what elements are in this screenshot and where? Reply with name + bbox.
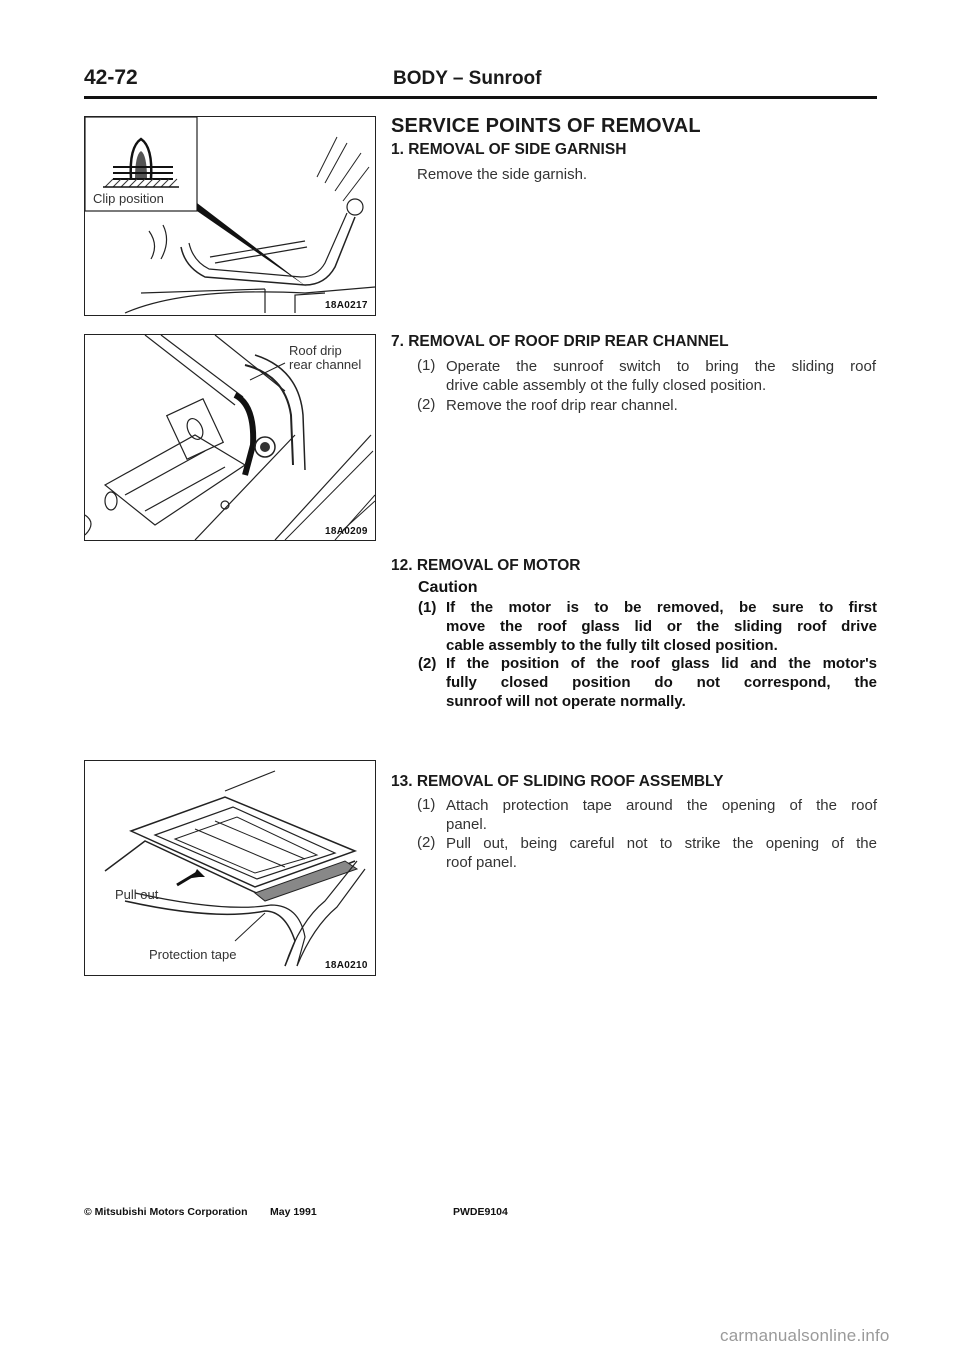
footer-copyright: © Mitsubishi Motors Corporation — [84, 1206, 248, 1218]
figure-roof-drip-rear-channel — [84, 334, 376, 541]
step-line: Operate the sunroof switch to bring the sliding roof — [446, 358, 876, 375]
figure-pullout-drawing — [85, 761, 375, 975]
label-pull-out: Pull out — [115, 887, 159, 902]
caution-text — [446, 598, 877, 655]
section-1-heading: 1. REMOVAL OF SIDE GARNISH — [391, 141, 627, 158]
step-line: Pull out, being careful not to strike the opening of the — [446, 835, 877, 852]
section-title: BODY – Sunroof — [393, 68, 542, 89]
label-clip-position: Clip position — [93, 191, 164, 206]
main-title: SERVICE POINTS OF REMOVAL — [391, 115, 701, 137]
section-1-text: Remove the side garnish. — [417, 166, 588, 183]
step-line: Attach protection tape around the opening of the roof — [446, 797, 877, 814]
label-rear-channel: rear channel — [289, 357, 362, 372]
watermark[interactable]: carmanualsonline.info — [720, 1326, 890, 1345]
section-7-heading: 7. REMOVAL OF ROOF DRIP REAR CHANNEL — [391, 333, 729, 350]
label-protection-tape: Protection tape — [149, 947, 237, 962]
section-13-heading: 13. REMOVAL OF SLIDING ROOF ASSEMBLY — [391, 773, 724, 790]
header-rule — [84, 96, 877, 99]
figure-code: 18A0217 — [325, 300, 368, 311]
caution-line: cable assembly to the fully tilt closed position. — [446, 637, 778, 654]
step-line: drive cable assembly ot the fully closed position. — [446, 377, 767, 394]
step-text — [446, 796, 877, 834]
figure-code: 18A0209 — [325, 526, 368, 537]
caution-number: (1) — [418, 599, 437, 616]
step-line: roof panel. — [446, 854, 517, 871]
caution-line: If the motor is to be removed, be sure to first — [446, 599, 877, 616]
figure-clip-drawing — [85, 117, 375, 315]
footer-date: May 1991 — [270, 1206, 317, 1218]
step-text: Remove the roof drip rear channel. — [446, 397, 678, 414]
figure-clip-position — [84, 116, 376, 316]
figure-code: 18A0210 — [325, 960, 368, 971]
caution-line: move the roof glass lid or the sliding roof drive — [446, 618, 877, 635]
step-text — [446, 357, 876, 395]
caution-text — [446, 654, 877, 711]
section-12-heading: 12. REMOVAL OF MOTOR — [391, 557, 581, 574]
step-number: (1) — [417, 796, 436, 813]
step-text — [446, 834, 877, 872]
step-number: (2) — [417, 396, 436, 413]
step-line: panel. — [446, 816, 487, 833]
caution-line: fully closed position do not correspond, the — [446, 674, 877, 691]
footer-pub-code: PWDE9104 — [453, 1206, 508, 1218]
page-number: 42-72 — [84, 66, 138, 89]
step-number: (1) — [417, 357, 436, 374]
caution-number: (2) — [418, 655, 437, 672]
caution-label: Caution — [418, 579, 478, 596]
figure-sliding-roof-pull-out — [84, 760, 376, 976]
caution-line: sunroof will not operate normally. — [446, 693, 686, 710]
step-number: (2) — [417, 834, 436, 851]
label-roof-drip: Roof drip — [289, 343, 342, 358]
caution-line: If the position of the roof glass lid and the motor's — [446, 655, 877, 672]
